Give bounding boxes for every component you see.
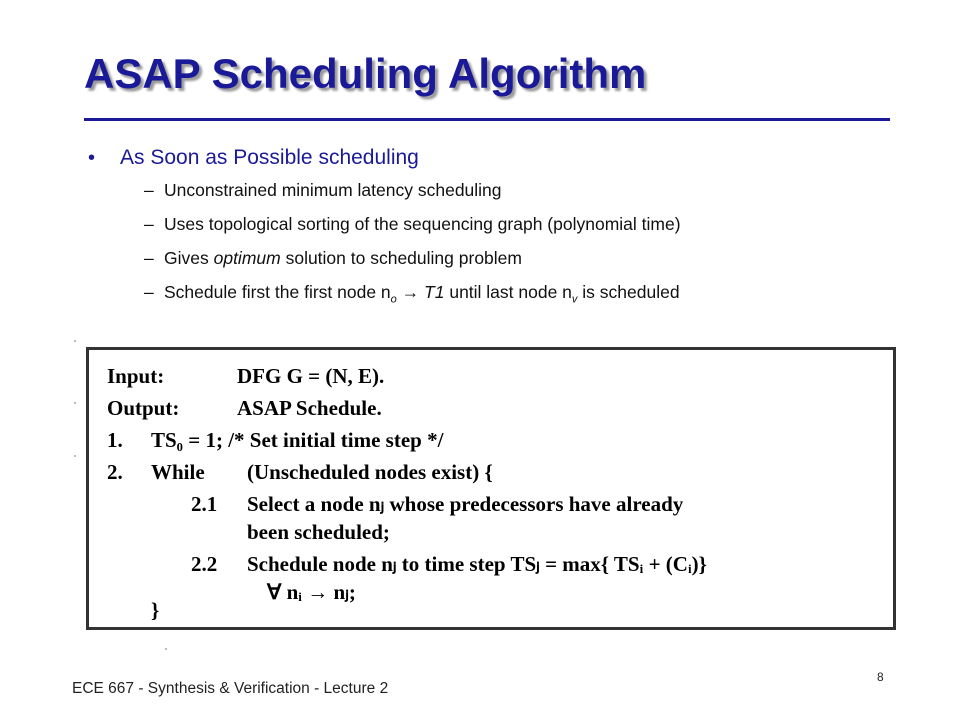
algorithm-box: [86, 347, 896, 630]
output-text: ASAP Schedule.: [237, 396, 382, 420]
sub-bullet-4-pre: Schedule first the first node n: [164, 282, 391, 302]
step-2-2-continued: ∀ nᵢ → nⱼ;: [267, 580, 356, 604]
sub-bullet-2: – Uses topological sorting of the sequencing graph (polynomial time): [144, 214, 681, 234]
sub-bullet-1-text: Unconstrained minimum latency scheduling: [164, 180, 502, 200]
bullet-list: [88, 146, 948, 316]
arrow-right-icon: →: [401, 282, 420, 302]
step-2-1-text: Select a node nⱼ whose predecessors have already: [247, 492, 684, 516]
step-2-1-continued: been scheduled;: [247, 520, 390, 544]
step-2-number: 2.: [107, 460, 123, 484]
bullet-dot: •: [88, 147, 96, 169]
sub-bullet-3-em: optimum: [213, 248, 281, 268]
sub-bullet-4-t1: T1: [424, 282, 445, 302]
step-1-number: 1.: [107, 428, 123, 452]
input-label: Input:: [107, 364, 165, 388]
sub-bullet-3-post: solution to scheduling problem: [280, 248, 522, 268]
bullet-main: [88, 146, 948, 170]
step-2-2-number: 2.2: [191, 552, 218, 576]
closing-brace: }: [151, 598, 160, 622]
sub-bullet-3: – Gives optimum solution to scheduling problem: [144, 248, 522, 268]
step-2-2-text: Schedule node nⱼ to time step TSⱼ = max{ TSᵢ + (Cᵢ)}: [247, 552, 707, 576]
sub-bullet-4: – Schedule first the first node $n_o \to T1$ until last node $n_v$ is scheduled: [144, 282, 680, 306]
scan-mark: [74, 402, 76, 404]
output-label: Output:: [107, 396, 180, 420]
scan-mark: [74, 340, 76, 342]
step-1-text: TS₀ = 1; /* Set initial time step */: [151, 428, 444, 452]
sub-bullet-3-pre: Gives: [164, 248, 214, 268]
title-underline: [84, 118, 890, 121]
step-2-label: While: [151, 460, 205, 484]
slide-title: ASAP Scheduling Algorithm: [84, 50, 647, 97]
sub-bullet-4-sub-v: v: [571, 293, 578, 306]
footer-course: ECE 667 - Synthesis & Verification - Lecture 2: [72, 680, 389, 697]
input-text: DFG G = (N, E).: [237, 364, 385, 388]
sub-bullet-4-end: is scheduled: [577, 282, 680, 302]
step-2-1-number: 2.1: [191, 492, 218, 516]
page-number: 8: [877, 670, 884, 684]
sub-bullet-1: – Unconstrained minimum latency scheduling: [144, 180, 502, 200]
scan-mark: [165, 648, 167, 650]
sub-bullet-2-text: Uses topological sorting of the sequencing graph (polynomial time): [164, 214, 681, 234]
bullet-main-text: As Soon as Possible scheduling: [120, 146, 419, 169]
scan-mark: [74, 455, 76, 457]
step-2-text: (Unscheduled nodes exist) {: [247, 460, 493, 484]
sub-bullet-4-sub-o: o: [390, 293, 397, 306]
sub-bullet-4-post: until last node n: [444, 282, 572, 302]
